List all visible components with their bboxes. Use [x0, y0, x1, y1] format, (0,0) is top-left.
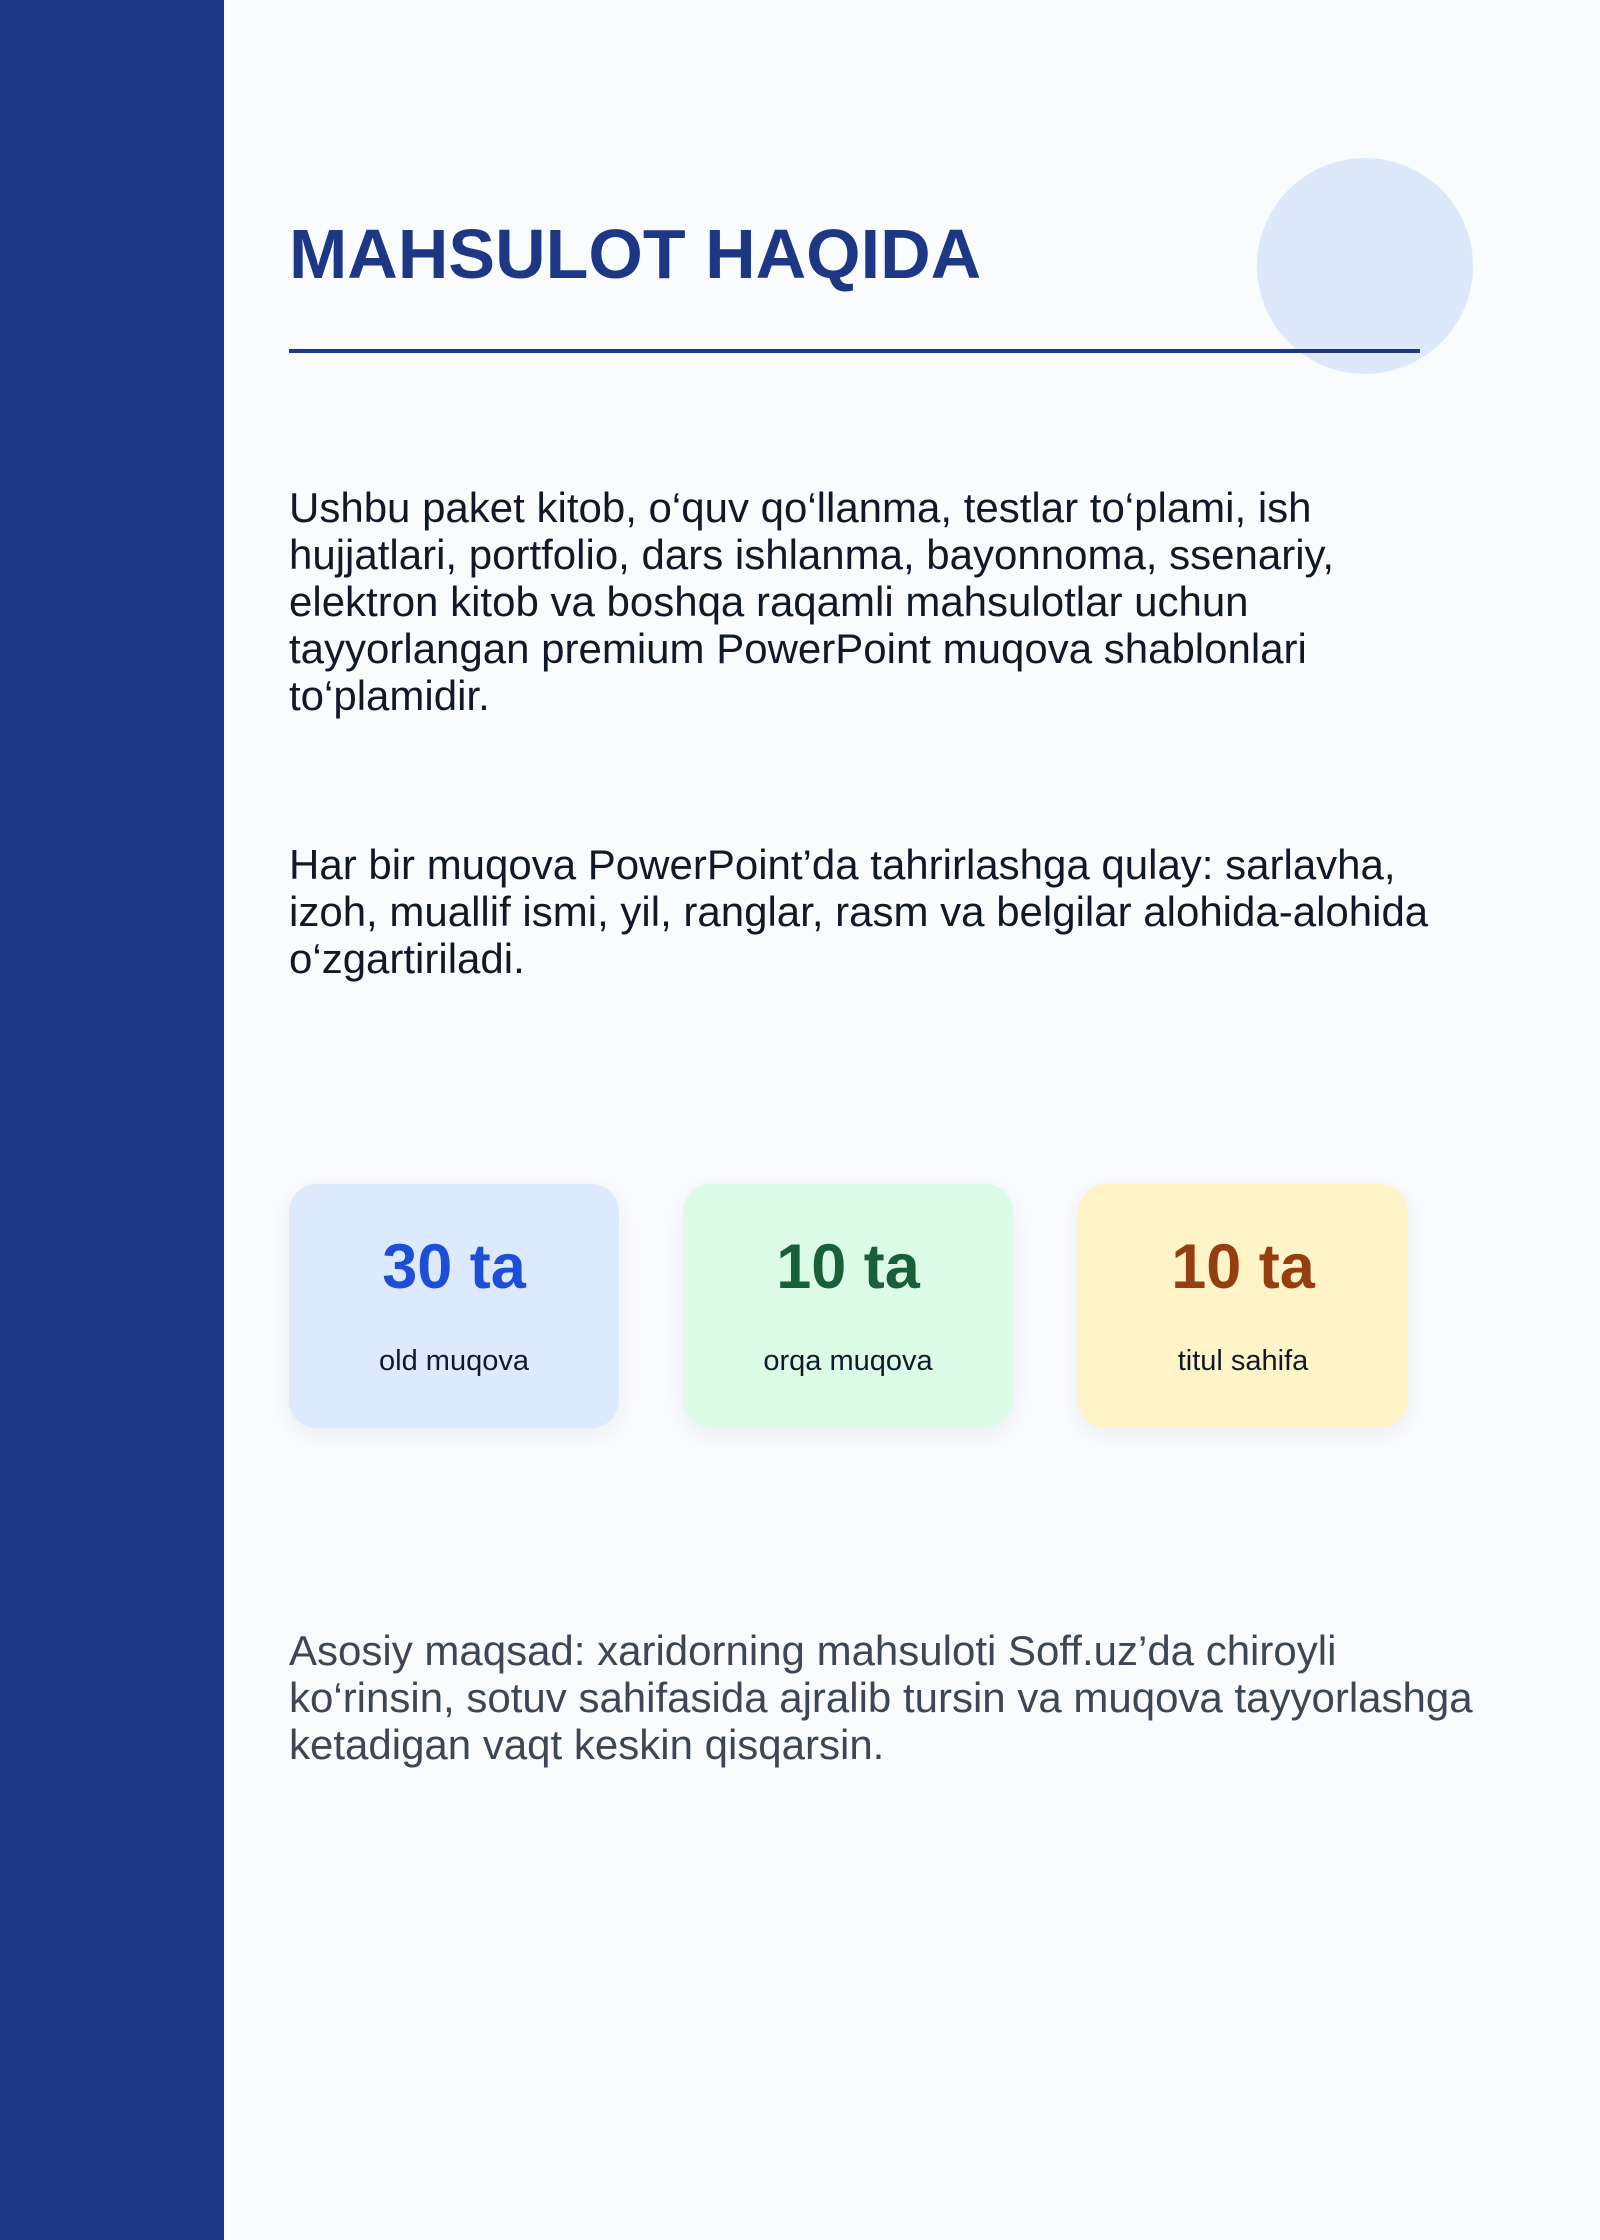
stat-value: 10 ta [776, 1232, 920, 1302]
title-divider [289, 349, 1420, 353]
stat-value: 30 ta [382, 1232, 526, 1302]
stat-card-title-pages [1078, 1184, 1408, 1428]
decorative-circle [1257, 158, 1473, 374]
stat-label: titul sahifa [1177, 1345, 1309, 1377]
intro-paragraph: Ushbu paket kitob, o‘quv qo‘llanma, testlar to‘plami, ish hujjatlari, portfolio, dars ishlanma, bayonnoma, ssenariy, elektron kitob va boshqa raqamli mahsulotlar uchun tayyorlangan premium PowerPoint muqova shablonlari to‘plamidir. [289, 484, 1335, 719]
sidebar-band [0, 0, 224, 2240]
page-title: MAHSULOT HAQIDA [289, 215, 982, 293]
stat-value: 10 ta [1171, 1232, 1315, 1302]
stat-card-front-covers [289, 1184, 619, 1428]
stat-card-back-covers [683, 1184, 1013, 1428]
stat-label: orqa muqova [763, 1345, 933, 1377]
editing-paragraph: Har bir muqova PowerPoint’da tahrirlashga qulay: sarlavha, izoh, muallif ismi, yil, ranglar, rasm va belgilar alohida-alohida o‘zgartiriladi. [289, 841, 1429, 982]
goal-paragraph: Asosiy maqsad: xaridorning mahsuloti Soff.uz’da chiroyli ko‘rinsin, sotuv sahifasida ajralib tursin va muqova tayyorlashga ketadigan vaqt keskin qisqarsin. [289, 1627, 1473, 1768]
stat-label: old muqova [379, 1345, 529, 1377]
